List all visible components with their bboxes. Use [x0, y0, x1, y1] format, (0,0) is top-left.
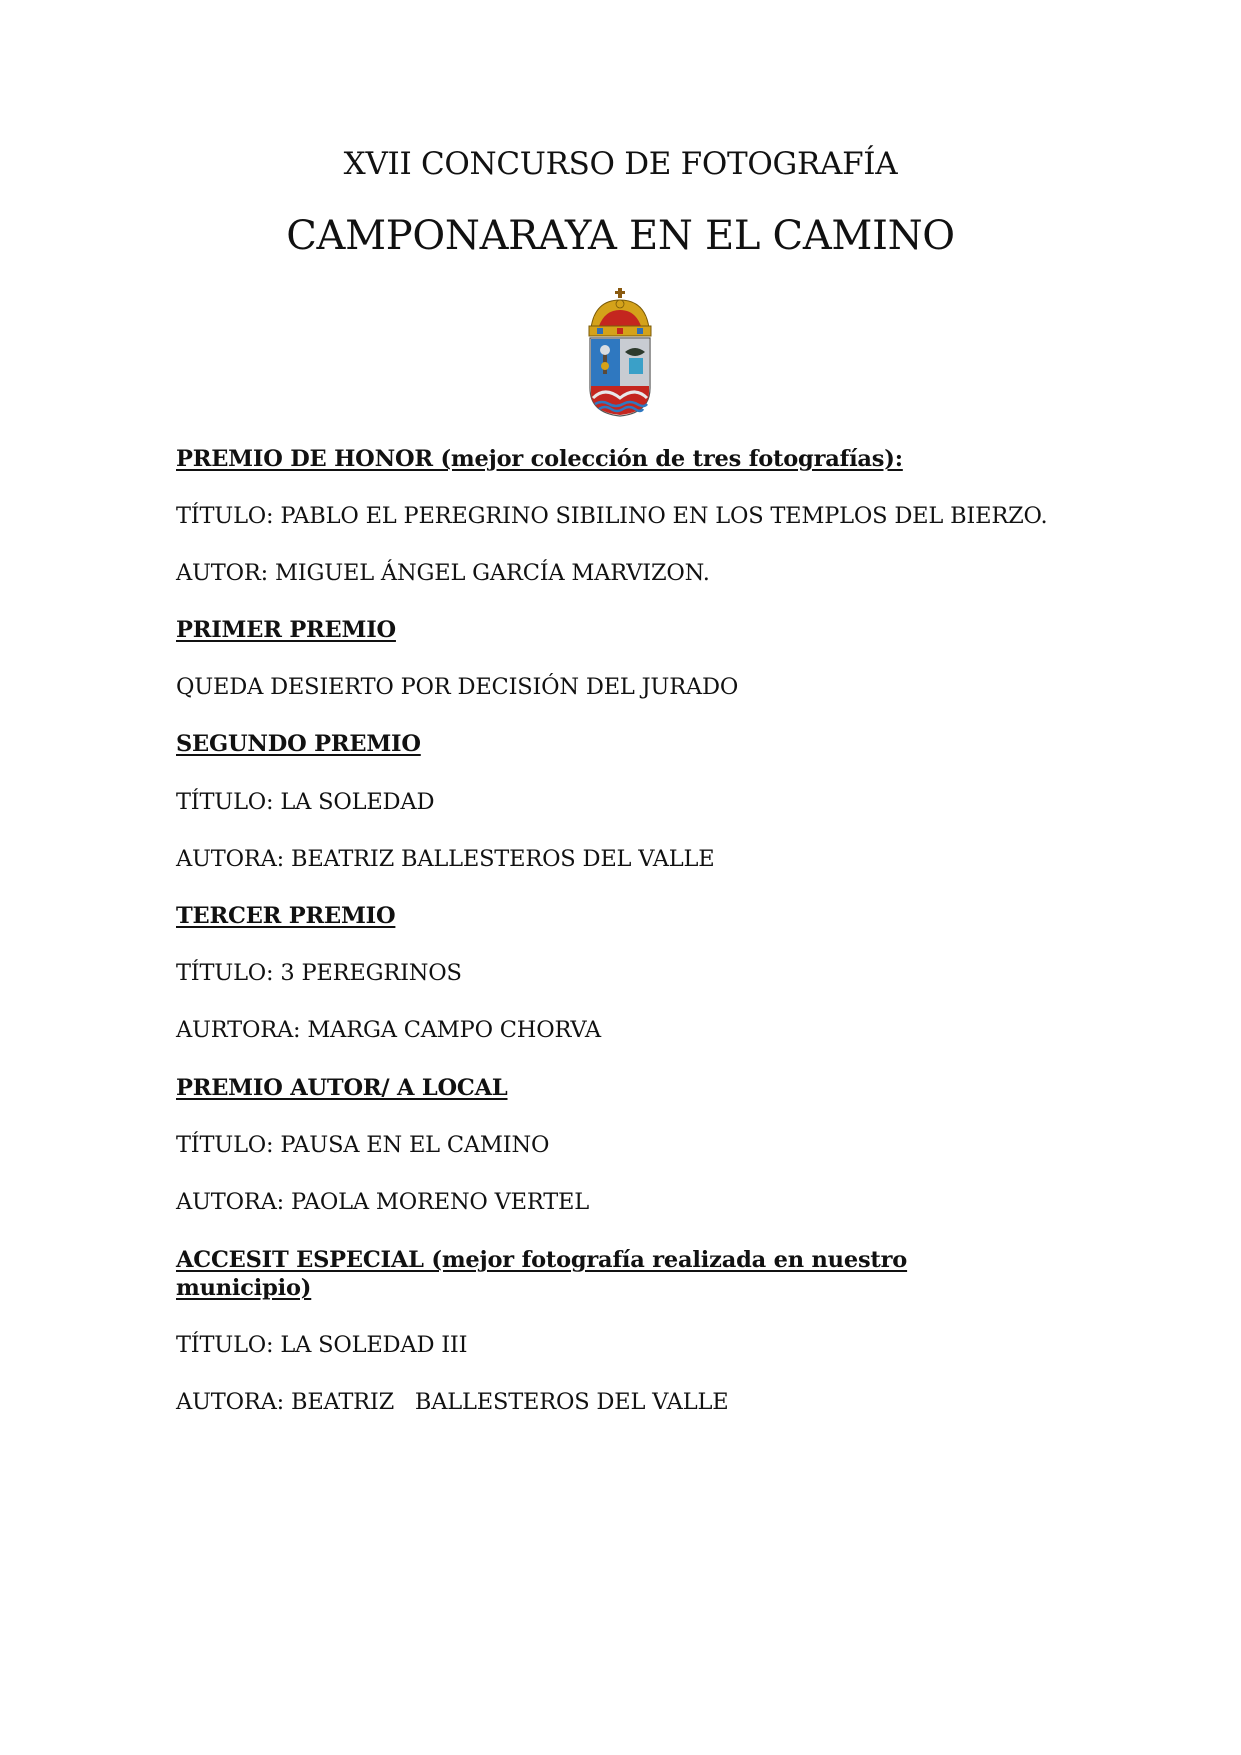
section-line-author: AURTORA: MARGA CAMPO CHORVA [176, 1017, 601, 1043]
coat-of-arms-icon [585, 288, 655, 418]
section-line-note: QUEDA DESIERTO POR DECISIÓN DEL JURADO [176, 674, 739, 700]
document-title: XVII CONCURSO DE FOTOGRAFÍA [343, 146, 898, 182]
section-line-title: TÍTULO: PABLO EL PEREGRINO SIBILINO EN LOS TEMPLOS DEL BIERZO. [176, 503, 1048, 529]
section-line-title: TÍTULO: LA SOLEDAD [176, 789, 435, 815]
section-line-author: AUTORA: BEATRIZ BALLESTEROS DEL VALLE [176, 1389, 729, 1415]
section-heading-tercer-premio: TERCER PREMIO [176, 903, 396, 929]
section-heading-accesit-especial: ACCESIT ESPECIAL (mejor fotografía realizada en nuestro municipio) [176, 1247, 908, 1301]
section-heading-premio-de-honor: PREMIO DE HONOR (mejor colección de tres fotografías): [176, 446, 903, 472]
section-line-title: TÍTULO: LA SOLEDAD III [176, 1332, 468, 1358]
section-heading-premio-autor-local: PREMIO AUTOR/ A LOCAL [176, 1075, 508, 1101]
document-subtitle: CAMPONARAYA EN EL CAMINO [286, 213, 955, 259]
section-line-author: AUTORA: BEATRIZ BALLESTEROS DEL VALLE [176, 846, 715, 872]
section-heading-segundo-premio: SEGUNDO PREMIO [176, 731, 421, 757]
section-line-title: TÍTULO: PAUSA EN EL CAMINO [176, 1132, 550, 1158]
section-line-title: TÍTULO: 3 PEREGRINOS [176, 960, 462, 986]
section-line-author: AUTORA: PAOLA MORENO VERTEL [176, 1189, 590, 1215]
section-heading-primer-premio: PRIMER PREMIO [176, 617, 396, 643]
section-line-author: AUTOR: MIGUEL ÁNGEL GARCÍA MARVIZON. [176, 560, 710, 586]
